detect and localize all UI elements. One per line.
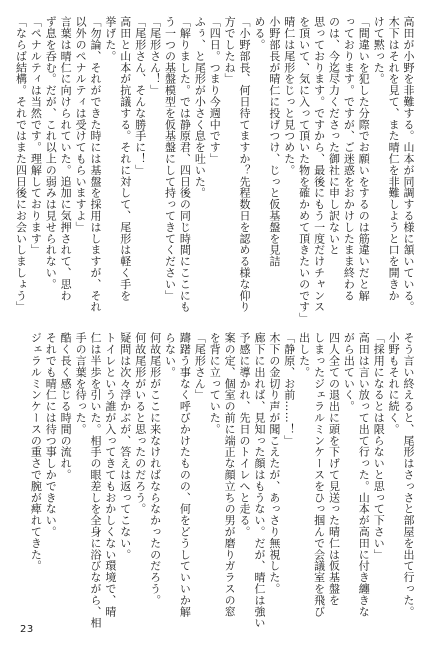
text-line: 酷く長く感じる時間の流れ。 [59, 332, 73, 481]
text-line: っております。ですが、ご迷惑をおかけしたまま終わる [342, 16, 356, 301]
text-line: 仁は半歩を引いた。相手の眼差しを全身に浴びながら、相 [88, 332, 102, 629]
text-line: ず息を呑む。だが、これ以上の弱みは見せられない。 [44, 16, 58, 290]
text-line: 挙げた。 [103, 16, 117, 62]
text-line: しまったジェラルミンケースをひっ掴んで会議室を飛び [312, 332, 326, 617]
text-line: 「勿論、それができた時には基盤を採用はしますが、それ [88, 16, 102, 313]
text-line: 「尾形さん」 [193, 332, 207, 401]
text-line: を背に立っていた。 [208, 332, 222, 435]
text-line: そう言い終えると、尾形はさっさと部屋を出て行った。 [402, 332, 415, 617]
text-line: 「ならば結構。それではまた四日後にお会いしましょう」 [14, 16, 28, 313]
text-line: 何故尾形がここに来なければならなかったのだろう。 [148, 332, 162, 606]
text-line: 「ペナルティは当然です。理解しております」 [29, 16, 43, 256]
text-line: 「四日。つまり今週中です」 [208, 16, 222, 165]
text-line: 四人全ての退出に頭を下げて見送った晴仁は仮基盤を [327, 332, 341, 606]
text-line: 何故尾形がいると思ったのだろう。 [133, 332, 147, 515]
text-line: ジェラルミンケースの重さで腕が痺れてきた。 [29, 332, 43, 572]
text-line: 高田は言い放って出て行った。山本が高田に付き纏きな [357, 332, 371, 617]
text-line: ふぅ、と尾形が小さく息を吐いた。 [193, 16, 207, 199]
text-line: める。 [252, 16, 266, 51]
text-line: 案の定、個室の前に端正な顔立ちの男が磨りガラスの窓 [223, 332, 237, 617]
text-line: 言葉は晴仁に向けられていた。追加に気押されて、思わ [59, 16, 73, 301]
text-line: 木下はそれを見て、また晴仁を非難しようと口を開きか [387, 16, 401, 301]
text-line: 高田が小野を非難する。山本が同調する様に頷いている。 [402, 16, 415, 313]
text-line: 「静原、お前……！」 [282, 332, 296, 446]
text-line: う一つの基盤模型を仮基盤にして持ってきてください」 [163, 16, 177, 301]
text-line: トイレという誰が入ってきてもおかしくない環境で、晴 [103, 332, 117, 617]
text-line: 予感に導かれ、先日のトイレへと走る。 [238, 332, 252, 538]
text-line: それでも晴仁には待つ事しかできない。 [44, 332, 58, 538]
text-line: 「小野部長、何日待てますか？先程数日を認める様な仰り [238, 16, 252, 313]
text-line: 「採用になるとは限らないと思って下さい」 [372, 332, 386, 560]
text-line: 小野部長が晴仁に投げつけ、じっと仮基盤を見詰 [267, 16, 281, 267]
text-line: を頂いて、気に入って頂いた物を確かめて頂きたいのです」 [297, 16, 311, 324]
text-line: 晴仁は尾形をじっと見つめた。 [282, 16, 296, 176]
page-number: 23 [20, 624, 34, 635]
lower-text-block [25, 332, 415, 629]
text-line: 木下の金切り声が聞こえたが、あっさり無視した。 [267, 332, 281, 595]
text-line: 「解りました。では静原君、四日後の同じ時間にここにも [178, 16, 192, 313]
text-line: 「間違いを犯した分際でお願いをするのは筋違いだと解 [357, 16, 371, 301]
text-line: けて黙った。 [372, 16, 386, 85]
text-line: 「尾形さん、そんな勝手に！」 [133, 16, 147, 176]
text-line: 思っております。ですから、最後にもう一度だけチャンス [312, 16, 326, 313]
upper-text-block [14, 16, 415, 324]
text-line: 疑問は次々浮かぶが、答えは返ってこない。 [118, 332, 132, 560]
text-line: 方でしたね」 [223, 16, 237, 85]
text-line: 廊下に出れば、見知った顔はもうない。だが、晴仁は強い [252, 332, 266, 629]
text-line: がら出ていく。 [342, 332, 356, 412]
text-line: 以外のペナルティは受けてもらいますよ」 [74, 16, 88, 233]
text-line: 「尾形さん！」 [148, 16, 162, 96]
text-line: のは、今迄尽力くださった御社に申し訳ないと [327, 16, 341, 256]
text-line: らない。 [163, 332, 177, 378]
text-line: 手の言葉を待った。 [74, 332, 88, 435]
text-line: 小野もそれに続く。 [387, 332, 401, 435]
text-line: 出した。 [297, 332, 311, 378]
text-line: 高田と山本が抗議する。それに対して、尾形は軽く手を [118, 16, 132, 301]
text-line: 躊躇う事なく呼びかけたものの、何をどうしていいか解 [178, 332, 192, 617]
